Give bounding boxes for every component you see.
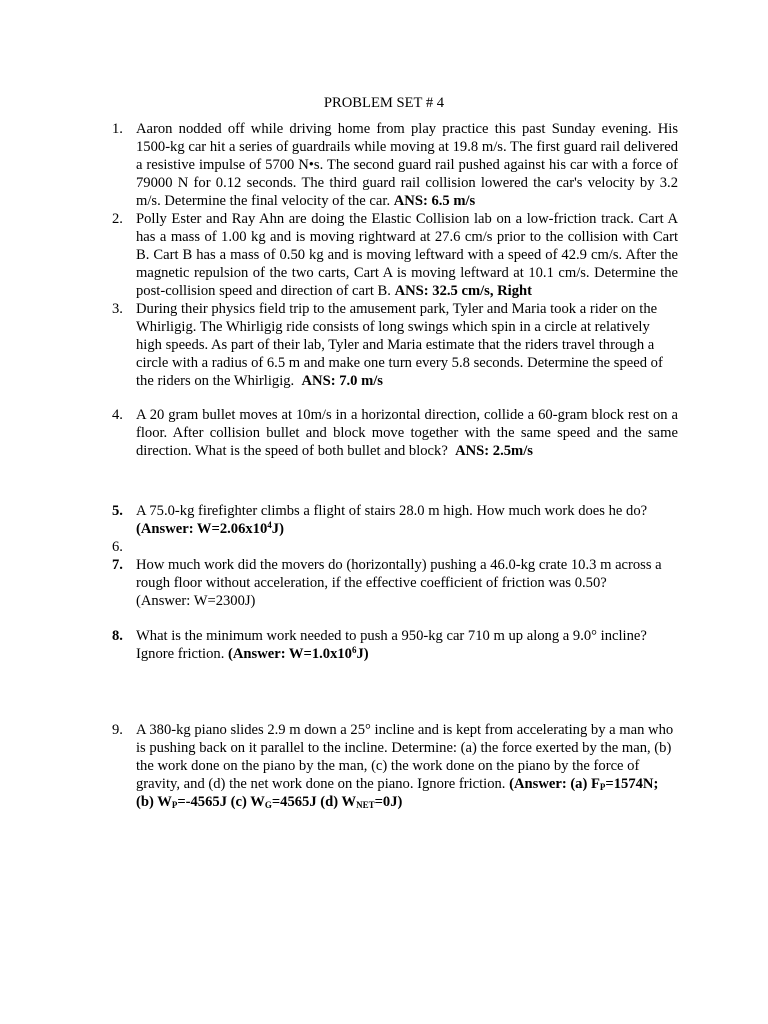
problem-item	[112, 406, 678, 460]
page-title: PROBLEM SET # 4	[323, 95, 445, 111]
problem-item	[112, 120, 678, 210]
problem-text: Aaron nodded off while driving home from play practice this past Sunday evening. His 1500-kg car hit a series of guardrails while moving at 19.8 m/s. The first guard rail delivered a resistive impulse of 5700 N•s. The second guard rail pushed against his car with a force of 79000 N for 0.12 seconds. The third guard rail collision lowered the car's velocity by 3.2 m/s. Determine the final velocity of the car.	[136, 121, 678, 209]
problem-number: 2.	[112, 211, 123, 227]
problem-item	[112, 556, 678, 610]
problem-number: 5.	[112, 503, 123, 519]
problem-answer: ANS: 32.5 cm/s, Right	[394, 283, 533, 299]
problem-item	[112, 502, 678, 538]
problem-text: Polly Ester and Ray Ahn are doing the Elastic Collision lab on a low-friction track. Cart A has a mass of 1.00 kg and is moving rightward at 27.6 cm/s prior to the collision with Cart B. Cart B has a mass of 0.50 kg and is moving leftward with a speed of 42.9 cm/s. After the magnetic repulsion of the two carts, Cart A is moving leftward at 10.1 cm/s. Determine the post-collision speed and direction of cart B.	[136, 211, 678, 299]
problem-number: 6.	[112, 539, 123, 555]
problem-item	[112, 721, 678, 811]
problem-body	[136, 627, 678, 663]
problem-answer: (Answer: (a) $F_P=1574N$; (b) $W_P=-4565J$ (c) $W_G=4565J$ (d) $W_{NET}=0J$)	[136, 776, 659, 810]
problem-text: A 380-kg piano slides 2.9 m down a 25° incline and is kept from accelerating by a man who is pushing back on it parallel to the incline. Determine: (a) the force exerted by the man, (b) the work done on the piano by the man, (c) the work done on the piano by the force of gravity, and (d) the net work done on the piano. Ignore friction.	[136, 722, 674, 792]
problem-body	[136, 300, 678, 390]
problem-body	[136, 120, 678, 210]
problem-answer: ANS: 7.0 m/s	[301, 373, 383, 389]
problem-answer: (Answer: $W=1.0x10^6J$)	[228, 645, 369, 662]
problem-number: 7.	[112, 557, 123, 573]
problem-body	[136, 210, 678, 300]
problem-text: During their physics field trip to the amusement park, Tyler and Maria took a rider on the Whirligig. The Whirligig ride consists of long swings which spin in a circle at relatively high speeds. As part of their lab, Tyler and Maria estimate that the riders travel through a circle with a radius of 6.5 m and make one turn every 5.8 seconds. Determine the speed of the riders on the Whirligig.	[136, 301, 663, 389]
problem-text: How much work did the movers do (horizontally) pushing a 46.0-kg crate 10.3 m across a rough floor without acceleration, if the effective coefficient of friction was 0.50?	[136, 557, 662, 591]
problem-body	[136, 502, 678, 538]
problem-answer: (Answer: W=2300J)	[136, 593, 256, 609]
problem-item	[112, 210, 678, 300]
problem-number: 8.	[112, 628, 123, 644]
problem-item	[112, 300, 678, 390]
problem-number: 3.	[112, 301, 123, 317]
problem-answer: ANS: 2.5m/s	[455, 443, 533, 459]
problem-text: A 75.0-kg firefighter climbs a flight of stairs 28.0 m high. How much work does he do?	[136, 503, 648, 519]
problem-number: 9.	[112, 722, 123, 738]
problem-body	[136, 406, 678, 460]
problem-body	[136, 721, 678, 811]
problem-text: What is the minimum work needed to push a 950-kg car 710 m up along a 9.0° incline? Ignore friction.	[136, 628, 647, 662]
problem-answer: ANS: 6.5 m/s	[393, 193, 476, 209]
problem-number: 1.	[112, 121, 123, 137]
problem-item	[112, 627, 678, 663]
problem-text: A 20 gram bullet moves at 10m/s in a horizontal direction, collide a 60-gram block rest on a floor. After collision bullet and block move together with the same speed and the same direction. What is the speed of both bullet and block?	[136, 407, 678, 459]
problem-answer: (Answer: $W=2.06x10^4J$)	[136, 520, 284, 537]
problem-number: 4.	[112, 407, 123, 423]
problem-body	[136, 556, 678, 610]
